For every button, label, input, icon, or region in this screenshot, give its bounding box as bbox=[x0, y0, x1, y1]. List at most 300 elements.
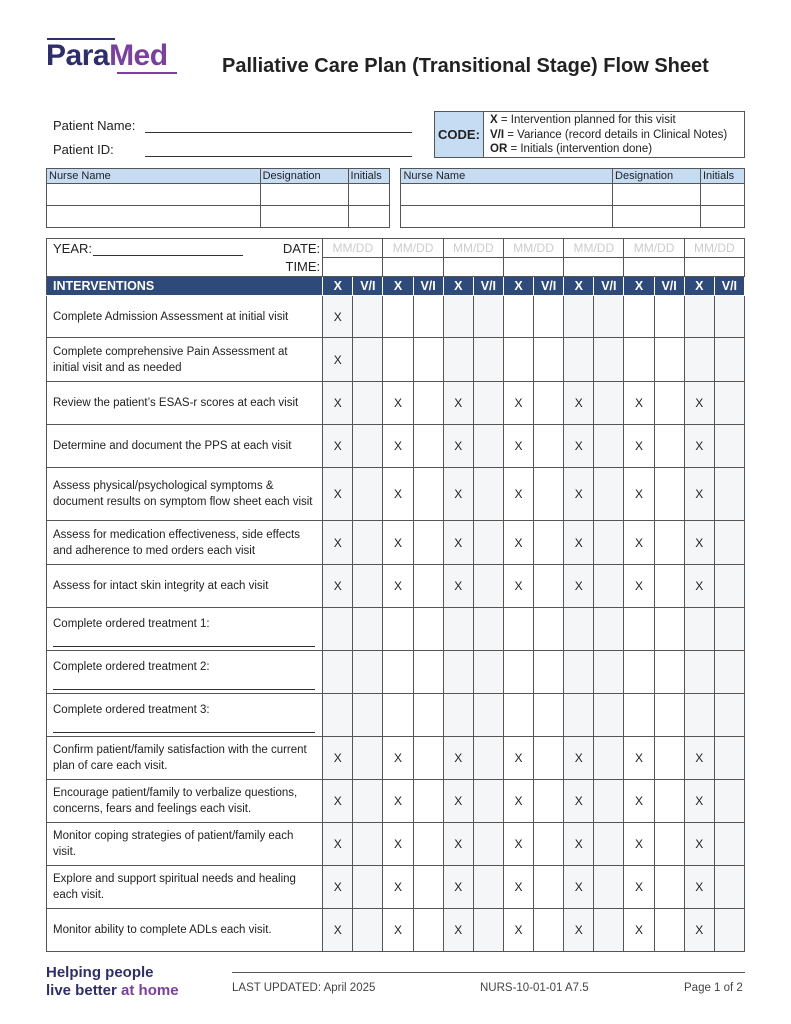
x-cell[interactable]: X bbox=[443, 909, 473, 952]
vi-cell[interactable] bbox=[534, 780, 564, 823]
x-cell[interactable] bbox=[383, 608, 413, 651]
vi-cell[interactable] bbox=[353, 296, 383, 338]
nurse-name-header: Nurse Name bbox=[401, 169, 613, 184]
vi-cell[interactable] bbox=[714, 425, 744, 468]
vi-cell[interactable] bbox=[594, 866, 624, 909]
vi-cell[interactable] bbox=[714, 521, 744, 565]
vi-cell[interactable] bbox=[654, 737, 684, 780]
vi-cell[interactable] bbox=[714, 909, 744, 952]
year-field[interactable] bbox=[93, 255, 243, 256]
code-text: = Initials (intervention done) bbox=[507, 143, 653, 155]
vi-cell[interactable] bbox=[353, 866, 383, 909]
vi-cell[interactable] bbox=[654, 382, 684, 425]
vi-cell[interactable] bbox=[654, 608, 684, 651]
designation-cell[interactable] bbox=[260, 184, 348, 206]
date-field[interactable]: MM/DD bbox=[443, 239, 503, 258]
x-cell[interactable]: X bbox=[443, 565, 473, 608]
x-cell[interactable]: X bbox=[503, 521, 533, 565]
vi-cell[interactable] bbox=[473, 382, 503, 425]
code-legend bbox=[434, 111, 745, 158]
vi-cell[interactable] bbox=[714, 565, 744, 608]
intervention-description bbox=[47, 608, 323, 651]
x-cell[interactable]: X bbox=[684, 565, 714, 608]
x-column-header: X bbox=[323, 277, 353, 296]
x-cell[interactable] bbox=[503, 608, 533, 651]
x-cell[interactable]: X bbox=[383, 866, 413, 909]
x-cell[interactable]: X bbox=[383, 521, 413, 565]
vi-cell[interactable] bbox=[714, 780, 744, 823]
vi-cell[interactable] bbox=[413, 823, 443, 866]
x-cell[interactable] bbox=[503, 338, 533, 382]
x-cell[interactable]: X bbox=[564, 909, 594, 952]
x-cell[interactable]: X bbox=[684, 382, 714, 425]
vi-cell[interactable] bbox=[353, 608, 383, 651]
vi-cell[interactable] bbox=[413, 780, 443, 823]
vi-cell[interactable] bbox=[534, 468, 564, 521]
vi-cell[interactable] bbox=[714, 651, 744, 694]
intervention-row bbox=[47, 338, 745, 382]
patient-name-field[interactable] bbox=[145, 132, 412, 133]
x-cell[interactable] bbox=[503, 296, 533, 338]
date-field[interactable]: MM/DD bbox=[503, 239, 563, 258]
x-cell[interactable] bbox=[564, 608, 594, 651]
vi-cell[interactable] bbox=[714, 338, 744, 382]
x-cell[interactable] bbox=[383, 296, 413, 338]
page-number: Page 1 of 2 bbox=[684, 982, 743, 994]
vi-cell[interactable] bbox=[594, 737, 624, 780]
logo-med: Med bbox=[109, 39, 168, 72]
vi-cell[interactable] bbox=[353, 909, 383, 952]
x-cell[interactable] bbox=[684, 651, 714, 694]
vi-column-header: V/I bbox=[413, 277, 443, 296]
vi-cell[interactable] bbox=[473, 780, 503, 823]
vi-cell[interactable] bbox=[473, 823, 503, 866]
x-cell[interactable]: X bbox=[624, 909, 654, 952]
vi-cell[interactable] bbox=[594, 565, 624, 608]
intervention-row bbox=[47, 909, 745, 952]
vi-cell[interactable] bbox=[714, 468, 744, 521]
x-cell[interactable]: X bbox=[323, 296, 353, 338]
code-line bbox=[490, 113, 727, 128]
x-cell[interactable]: X bbox=[323, 866, 353, 909]
vi-cell[interactable] bbox=[353, 780, 383, 823]
time-field[interactable] bbox=[684, 258, 744, 277]
vi-cell[interactable] bbox=[534, 608, 564, 651]
flow-sheet-table bbox=[46, 238, 745, 952]
x-cell[interactable]: X bbox=[323, 425, 353, 468]
vi-cell[interactable] bbox=[594, 296, 624, 338]
x-cell[interactable]: X bbox=[564, 780, 594, 823]
vi-cell[interactable] bbox=[714, 296, 744, 338]
vi-cell[interactable] bbox=[413, 425, 443, 468]
x-cell[interactable] bbox=[684, 608, 714, 651]
vi-cell[interactable] bbox=[714, 608, 744, 651]
time-field[interactable] bbox=[503, 258, 563, 277]
x-cell[interactable] bbox=[624, 651, 654, 694]
vi-cell[interactable] bbox=[594, 909, 624, 952]
x-cell[interactable]: X bbox=[564, 823, 594, 866]
vi-cell[interactable] bbox=[473, 565, 503, 608]
x-cell[interactable] bbox=[564, 296, 594, 338]
code-key: OR bbox=[490, 143, 508, 155]
date-label: DATE: bbox=[266, 239, 322, 258]
x-cell[interactable]: X bbox=[564, 866, 594, 909]
vi-cell[interactable] bbox=[353, 521, 383, 565]
vi-cell[interactable] bbox=[353, 823, 383, 866]
vi-cell[interactable] bbox=[534, 382, 564, 425]
x-cell[interactable]: X bbox=[503, 737, 533, 780]
vi-cell[interactable] bbox=[473, 909, 503, 952]
time-field[interactable] bbox=[443, 258, 503, 277]
x-cell[interactable] bbox=[564, 338, 594, 382]
x-cell[interactable]: X bbox=[624, 382, 654, 425]
x-cell[interactable]: X bbox=[624, 565, 654, 608]
vi-cell[interactable] bbox=[413, 651, 443, 694]
tagline-at-home: at home bbox=[121, 982, 179, 999]
vi-cell[interactable] bbox=[473, 694, 503, 737]
x-cell[interactable] bbox=[503, 694, 533, 737]
x-cell[interactable]: X bbox=[624, 866, 654, 909]
x-cell[interactable]: X bbox=[503, 823, 533, 866]
last-updated: LAST UPDATED: April 2025 bbox=[232, 982, 376, 994]
vi-cell[interactable] bbox=[594, 651, 624, 694]
x-cell[interactable]: X bbox=[323, 909, 353, 952]
vi-cell[interactable] bbox=[714, 737, 744, 780]
x-column-header: X bbox=[383, 277, 413, 296]
x-cell[interactable]: X bbox=[383, 382, 413, 425]
x-cell[interactable]: X bbox=[684, 425, 714, 468]
x-cell[interactable]: X bbox=[624, 823, 654, 866]
designation-cell[interactable] bbox=[613, 206, 701, 228]
initials-cell[interactable] bbox=[348, 184, 389, 206]
intervention-description bbox=[47, 382, 323, 425]
x-column-header: X bbox=[624, 277, 654, 296]
vi-cell[interactable] bbox=[473, 468, 503, 521]
x-cell[interactable]: X bbox=[503, 866, 533, 909]
vi-cell[interactable] bbox=[654, 296, 684, 338]
x-cell[interactable] bbox=[624, 608, 654, 651]
vi-cell[interactable] bbox=[473, 608, 503, 651]
treatment-blank-line[interactable] bbox=[53, 689, 315, 690]
x-cell[interactable]: X bbox=[323, 823, 353, 866]
x-cell[interactable]: X bbox=[443, 382, 473, 425]
vi-cell[interactable] bbox=[353, 651, 383, 694]
vi-cell[interactable] bbox=[413, 382, 443, 425]
x-cell[interactable]: X bbox=[383, 565, 413, 608]
time-field[interactable] bbox=[624, 258, 684, 277]
x-cell[interactable]: X bbox=[443, 468, 473, 521]
vi-cell[interactable] bbox=[594, 338, 624, 382]
x-cell[interactable]: X bbox=[443, 521, 473, 565]
tagline-line-2: live better bbox=[46, 982, 122, 999]
intervention-text: Complete ordered treatment 1: bbox=[53, 618, 210, 630]
x-cell[interactable] bbox=[383, 338, 413, 382]
tagline-line-1: Helping people bbox=[46, 964, 154, 981]
vi-cell[interactable] bbox=[534, 909, 564, 952]
treatment-blank-line[interactable] bbox=[53, 646, 315, 647]
date-field[interactable]: MM/DD bbox=[323, 239, 383, 258]
x-cell[interactable]: X bbox=[624, 468, 654, 521]
x-cell[interactable]: X bbox=[383, 468, 413, 521]
vi-cell[interactable] bbox=[353, 565, 383, 608]
vi-cell[interactable] bbox=[353, 338, 383, 382]
intervention-row bbox=[47, 737, 745, 780]
x-cell[interactable]: X bbox=[503, 565, 533, 608]
logo-bar-bottom bbox=[117, 72, 177, 74]
vi-cell[interactable] bbox=[473, 338, 503, 382]
x-cell[interactable] bbox=[323, 608, 353, 651]
intervention-description bbox=[47, 425, 323, 468]
vi-cell[interactable] bbox=[353, 382, 383, 425]
x-cell[interactable]: X bbox=[503, 425, 533, 468]
code-label: CODE: bbox=[435, 112, 484, 157]
x-cell[interactable] bbox=[564, 694, 594, 737]
code-text: = Variance (record details in Clinical Notes) bbox=[504, 128, 728, 141]
vi-cell[interactable] bbox=[714, 866, 744, 909]
vi-cell[interactable] bbox=[714, 382, 744, 425]
code-lines bbox=[484, 112, 727, 157]
vi-cell[interactable] bbox=[594, 823, 624, 866]
vi-cell[interactable] bbox=[413, 521, 443, 565]
x-cell[interactable] bbox=[323, 694, 353, 737]
x-cell[interactable]: X bbox=[564, 521, 594, 565]
vi-cell[interactable] bbox=[534, 565, 564, 608]
x-cell[interactable]: X bbox=[684, 521, 714, 565]
x-cell[interactable]: X bbox=[564, 468, 594, 521]
vi-cell[interactable] bbox=[594, 468, 624, 521]
vi-cell[interactable] bbox=[413, 565, 443, 608]
vi-cell[interactable] bbox=[714, 694, 744, 737]
intervention-text: Explore and support spiritual needs and healing each visit. bbox=[53, 873, 296, 901]
vi-cell[interactable] bbox=[353, 425, 383, 468]
x-cell[interactable]: X bbox=[684, 909, 714, 952]
x-cell[interactable]: X bbox=[443, 425, 473, 468]
x-cell[interactable]: X bbox=[684, 823, 714, 866]
time-field[interactable] bbox=[383, 258, 443, 277]
initials-cell[interactable] bbox=[700, 184, 744, 206]
vi-cell[interactable] bbox=[594, 521, 624, 565]
x-cell[interactable]: X bbox=[624, 780, 654, 823]
x-cell[interactable] bbox=[443, 694, 473, 737]
code-line bbox=[490, 128, 727, 143]
vi-cell[interactable] bbox=[413, 737, 443, 780]
x-cell[interactable] bbox=[624, 338, 654, 382]
x-cell[interactable]: X bbox=[624, 425, 654, 468]
vi-cell[interactable] bbox=[654, 565, 684, 608]
x-cell[interactable]: X bbox=[684, 866, 714, 909]
x-cell[interactable]: X bbox=[323, 382, 353, 425]
document-code: NURS-10-01-01 A7.5 bbox=[480, 982, 589, 994]
vi-cell[interactable] bbox=[654, 909, 684, 952]
x-cell[interactable]: X bbox=[323, 737, 353, 780]
x-cell[interactable]: X bbox=[323, 780, 353, 823]
vi-cell[interactable] bbox=[594, 608, 624, 651]
vi-cell[interactable] bbox=[413, 909, 443, 952]
vi-cell[interactable] bbox=[654, 425, 684, 468]
x-cell[interactable] bbox=[383, 651, 413, 694]
intervention-text: Complete ordered treatment 2: bbox=[53, 661, 210, 673]
x-cell[interactable] bbox=[443, 608, 473, 651]
vi-cell[interactable] bbox=[473, 866, 503, 909]
x-cell[interactable]: X bbox=[443, 737, 473, 780]
date-field[interactable]: MM/DD bbox=[383, 239, 443, 258]
x-cell[interactable]: X bbox=[684, 737, 714, 780]
vi-cell[interactable] bbox=[654, 694, 684, 737]
vi-cell[interactable] bbox=[413, 694, 443, 737]
x-cell[interactable]: X bbox=[383, 780, 413, 823]
intervention-description bbox=[47, 780, 323, 823]
vi-cell[interactable] bbox=[654, 823, 684, 866]
x-cell[interactable]: X bbox=[624, 521, 654, 565]
vi-cell[interactable] bbox=[353, 694, 383, 737]
x-cell[interactable]: X bbox=[624, 737, 654, 780]
vi-cell[interactable] bbox=[594, 425, 624, 468]
time-field[interactable] bbox=[564, 258, 624, 277]
vi-cell[interactable] bbox=[654, 780, 684, 823]
intervention-text: Monitor ability to complete ADLs each visit. bbox=[53, 924, 272, 936]
vi-cell[interactable] bbox=[534, 823, 564, 866]
intervention-text: Complete comprehensive Pain Assessment at initial visit and as needed bbox=[53, 345, 288, 374]
x-cell[interactable]: X bbox=[443, 780, 473, 823]
intervention-text: Complete ordered treatment 3: bbox=[53, 704, 210, 716]
x-cell[interactable]: X bbox=[684, 468, 714, 521]
x-cell[interactable] bbox=[684, 694, 714, 737]
vi-cell[interactable] bbox=[594, 694, 624, 737]
x-cell[interactable]: X bbox=[503, 780, 533, 823]
vi-cell[interactable] bbox=[534, 296, 564, 338]
vi-cell[interactable] bbox=[654, 651, 684, 694]
page-title: Palliative Care Plan (Transitional Stage) Flow Sheet bbox=[222, 55, 709, 77]
x-cell[interactable]: X bbox=[564, 425, 594, 468]
intervention-row bbox=[47, 694, 745, 737]
x-cell[interactable] bbox=[443, 296, 473, 338]
x-cell[interactable] bbox=[323, 651, 353, 694]
intervention-row bbox=[47, 565, 745, 608]
code-key: V/I bbox=[490, 128, 505, 141]
initials-cell[interactable] bbox=[700, 206, 744, 228]
x-cell[interactable]: X bbox=[443, 866, 473, 909]
x-cell[interactable] bbox=[564, 651, 594, 694]
vi-cell[interactable] bbox=[473, 737, 503, 780]
vi-cell[interactable] bbox=[714, 823, 744, 866]
vi-cell[interactable] bbox=[413, 608, 443, 651]
footer-tagline bbox=[46, 964, 179, 1000]
x-cell[interactable] bbox=[503, 651, 533, 694]
nurse-name-cell[interactable] bbox=[47, 206, 261, 228]
vi-cell[interactable] bbox=[534, 694, 564, 737]
x-cell[interactable]: X bbox=[443, 823, 473, 866]
x-cell[interactable]: X bbox=[323, 565, 353, 608]
designation-header: Designation bbox=[260, 169, 348, 184]
x-cell[interactable]: X bbox=[564, 737, 594, 780]
x-cell[interactable]: X bbox=[564, 565, 594, 608]
vi-cell[interactable] bbox=[353, 737, 383, 780]
x-cell[interactable]: X bbox=[684, 780, 714, 823]
designation-cell[interactable] bbox=[260, 206, 348, 228]
x-cell[interactable] bbox=[443, 651, 473, 694]
intervention-text: Confirm patient/family satisfaction with the current plan of care each visit. bbox=[53, 744, 307, 772]
initials-cell[interactable] bbox=[348, 206, 389, 228]
vi-cell[interactable] bbox=[654, 521, 684, 565]
vi-cell[interactable] bbox=[413, 296, 443, 338]
vi-cell[interactable] bbox=[413, 468, 443, 521]
x-cell[interactable]: X bbox=[503, 468, 533, 521]
x-cell[interactable] bbox=[624, 694, 654, 737]
x-cell[interactable]: X bbox=[383, 737, 413, 780]
patient-id-field[interactable] bbox=[145, 156, 412, 157]
x-cell[interactable]: X bbox=[323, 521, 353, 565]
x-cell[interactable] bbox=[383, 694, 413, 737]
intervention-text: Complete Admission Assessment at initial visit bbox=[53, 310, 289, 323]
vi-cell[interactable] bbox=[473, 651, 503, 694]
x-cell[interactable] bbox=[684, 296, 714, 338]
vi-cell[interactable] bbox=[594, 382, 624, 425]
time-field[interactable] bbox=[323, 258, 383, 277]
designation-cell[interactable] bbox=[613, 184, 701, 206]
x-cell[interactable]: X bbox=[503, 909, 533, 952]
vi-cell[interactable] bbox=[353, 468, 383, 521]
date-field[interactable]: MM/DD bbox=[684, 239, 744, 258]
vi-column-header: V/I bbox=[654, 277, 684, 296]
x-cell[interactable]: X bbox=[564, 382, 594, 425]
x-cell[interactable]: X bbox=[383, 425, 413, 468]
vi-cell[interactable] bbox=[654, 866, 684, 909]
x-cell[interactable]: X bbox=[383, 909, 413, 952]
vi-cell[interactable] bbox=[594, 780, 624, 823]
vi-cell[interactable] bbox=[473, 521, 503, 565]
intervention-text: Assess physical/psychological symptoms & document results on symptom flow sheet each visit bbox=[53, 480, 313, 508]
vi-cell[interactable] bbox=[534, 737, 564, 780]
intervention-text: Assess for intact skin integrity at each visit bbox=[53, 580, 269, 592]
intervention-row bbox=[47, 608, 745, 651]
x-cell[interactable] bbox=[443, 338, 473, 382]
vi-cell[interactable] bbox=[654, 468, 684, 521]
date-field[interactable]: MM/DD bbox=[624, 239, 684, 258]
vi-cell[interactable] bbox=[534, 651, 564, 694]
x-cell[interactable]: X bbox=[323, 468, 353, 521]
vi-cell[interactable] bbox=[413, 866, 443, 909]
nurse-name-cell[interactable] bbox=[401, 206, 613, 228]
x-cell[interactable] bbox=[684, 338, 714, 382]
treatment-blank-line[interactable] bbox=[53, 732, 315, 733]
footer-divider bbox=[232, 972, 745, 973]
patient-name-label: Patient Name: bbox=[53, 118, 136, 133]
paramed-logo bbox=[46, 38, 178, 74]
nurse-name-cell[interactable] bbox=[401, 184, 613, 206]
vi-cell[interactable] bbox=[473, 425, 503, 468]
vi-cell[interactable] bbox=[413, 338, 443, 382]
vi-cell[interactable] bbox=[654, 338, 684, 382]
x-cell[interactable]: X bbox=[383, 823, 413, 866]
intervention-row bbox=[47, 823, 745, 866]
intervention-row bbox=[47, 296, 745, 338]
nurse-name-cell[interactable] bbox=[47, 184, 261, 206]
date-field[interactable]: MM/DD bbox=[564, 239, 624, 258]
vi-cell[interactable] bbox=[534, 521, 564, 565]
vi-cell[interactable] bbox=[534, 866, 564, 909]
x-cell[interactable] bbox=[624, 296, 654, 338]
vi-cell[interactable] bbox=[534, 425, 564, 468]
vi-cell[interactable] bbox=[534, 338, 564, 382]
x-cell[interactable]: X bbox=[503, 382, 533, 425]
x-cell[interactable]: X bbox=[323, 338, 353, 382]
intervention-description bbox=[47, 909, 323, 952]
x-column-header: X bbox=[564, 277, 594, 296]
intervention-text: Monitor coping strategies of patient/family each visit. bbox=[53, 830, 294, 858]
vi-cell[interactable] bbox=[473, 296, 503, 338]
intervention-text: Encourage patient/family to verbalize questions, concerns, fears and feelings each visit. bbox=[53, 787, 298, 815]
intervention-row bbox=[47, 382, 745, 425]
